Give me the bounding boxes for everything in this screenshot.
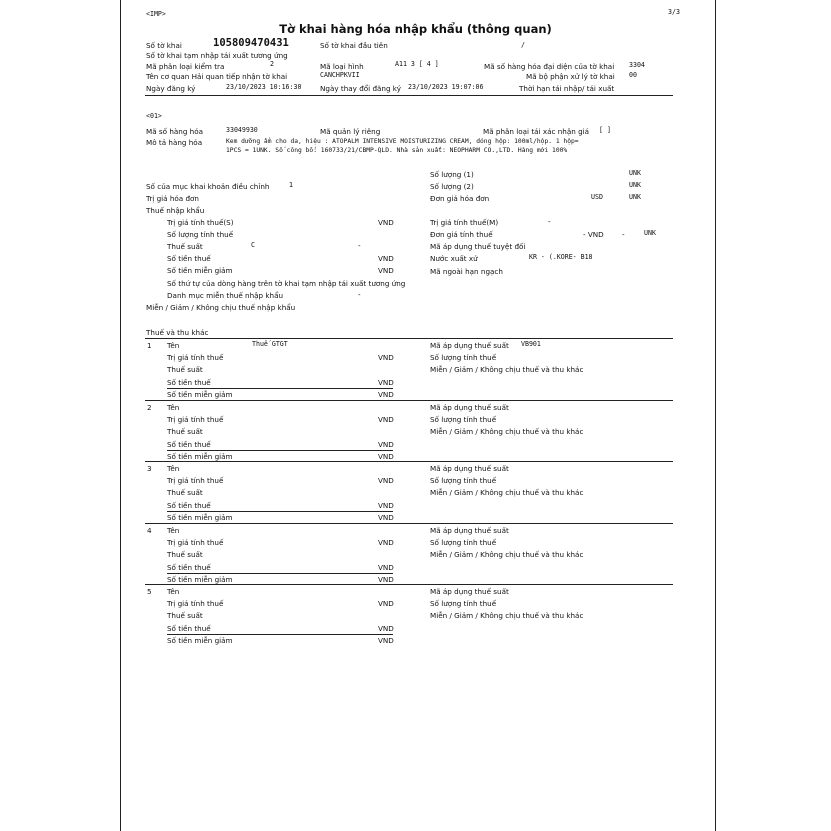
- tax-so-tien-mien-giam-currency: VND: [378, 390, 394, 399]
- don-gia-tinh-thue-unit: UNK: [644, 229, 656, 237]
- tax-thue-suat-label: Thuế suất: [167, 549, 203, 559]
- tax-block-divider: [145, 461, 673, 462]
- tax-tri-gia-currency: VND: [378, 414, 394, 424]
- tax-row-number: 5: [147, 587, 152, 596]
- tax-so-luong-label: Số lượng tính thuế: [430, 414, 497, 424]
- tax-so-tien-thue-currency: VND: [378, 378, 394, 387]
- tax-so-tien-thue-currency: VND: [378, 439, 394, 449]
- tax-thue-suat-label: Thuế suất: [167, 365, 203, 374]
- so-luong-2-unit: UNK: [629, 181, 641, 189]
- so-tien-thue-label: Số tiền thuế: [167, 254, 211, 263]
- tax-so-tien-mien-giam-currency: VND: [378, 574, 394, 584]
- tax-so-tien-mien-giam-currency: VND: [378, 451, 394, 461]
- tax-tri-gia-label: Trị giá tính thuế: [167, 599, 224, 608]
- mien-giam-label: Miễn / Giảm / Không chịu thuế nhập khẩu: [146, 303, 296, 312]
- tax-so-tien-thue-label: Số tiền thuế: [167, 378, 211, 387]
- tax-name-label: Tên: [167, 464, 180, 473]
- tax-underline: [167, 450, 393, 451]
- tax-row-number: 1: [147, 341, 152, 350]
- tax-underline: [167, 511, 393, 512]
- tax-tri-gia-label: Trị giá tính thuế: [167, 414, 224, 424]
- ma-phan-loai-tai-xac-nhan-value: [ ]: [599, 126, 611, 134]
- so-to-khai-dau-tien-value: /: [521, 41, 525, 49]
- ma-so-hh-dai-dien-label: Mã số hàng hóa đại diện của tờ khai: [484, 62, 615, 71]
- tax-mien-giam-label: Miễn / Giảm / Không chịu thuế và thu khác: [430, 488, 584, 497]
- thue-suat-value: C: [251, 241, 255, 249]
- tax-block-divider: [145, 523, 673, 524]
- don-gia-tinh-thue-label: Đơn giá tính thuế: [430, 230, 493, 239]
- tax-thue-suat-label: Thuế suất: [167, 488, 203, 497]
- tri-gia-tinh-thue-s-currency: VND: [378, 218, 394, 227]
- so-tien-mien-giam-label: Số tiền miễn giảm: [167, 266, 233, 275]
- ten-co-quan-value: CANCHPKVII: [320, 71, 360, 79]
- tax-underline: [167, 388, 393, 389]
- so-muc-khai-value: 1: [289, 181, 293, 189]
- so-to-khai-value: 105809470431: [213, 37, 289, 49]
- page-right-edge: [715, 0, 716, 831]
- thue-suat-label: Thuế suất: [167, 242, 203, 251]
- tax-underline: [167, 634, 393, 635]
- tax-so-tien-thue-label: Số tiền thuế: [167, 501, 211, 510]
- ma-ap-dung-tuyet-doi-label: Mã áp dụng thuế tuyệt đối: [430, 242, 526, 251]
- tax-tri-gia-currency: VND: [378, 476, 394, 485]
- tax-mien-giam-label: Miễn / Giảm / Không chịu thuế và thu khác: [430, 426, 584, 436]
- so-tien-thue-currency: VND: [378, 254, 394, 263]
- ma-phan-loai-kiem-tra-value: 2: [270, 60, 274, 68]
- so-to-khai-label: Số tờ khai: [146, 41, 182, 50]
- mo-ta-line-2: 1PCS = 1UNK. Số công bố: 160733/21/CBMP-QLD. Nhà sản xuất: NEOPHARM CO.,LTD. Hàng mới 100%: [226, 147, 568, 154]
- so-muc-khai-label: Số của mục khai khoản điều chỉnh: [146, 182, 270, 191]
- tax-ma-ap-dung-label: Mã áp dụng thuế suất: [430, 464, 509, 473]
- tax-ma-ap-dung-label: Mã áp dụng thuế suất: [430, 587, 509, 596]
- nuoc-xuat-xu-label: Nước xuất xứ: [430, 254, 478, 263]
- don-gia-hoa-don-label: Đơn giá hóa đơn: [430, 194, 490, 203]
- ma-so-hh-dai-dien-value: 3304: [629, 61, 645, 69]
- tax-row-number: 2: [147, 402, 152, 412]
- tri-gia-tinh-thue-s-label: Trị giá tính thuế(S): [167, 218, 234, 227]
- tax-name-label: Tên: [167, 525, 180, 535]
- tri-gia-tinh-thue-m-value: -: [548, 217, 551, 226]
- item-index: <01>: [146, 112, 162, 120]
- tax-so-tien-thue-currency: VND: [378, 501, 394, 510]
- ma-phan-loai-kiem-tra-label: Mã phân loại kiểm tra: [146, 62, 225, 71]
- tax-ma-ap-dung-label: Mã áp dụng thuế suất: [430, 525, 509, 535]
- tax-tri-gia-currency: VND: [378, 599, 394, 608]
- page-left-edge: [120, 0, 121, 831]
- thoi-han-label: Thời hạn tái nhập/ tái xuất: [519, 84, 615, 93]
- tax-mien-giam-label: Miễn / Giảm / Không chịu thuế và thu khác: [430, 365, 584, 374]
- ngay-thay-doi-value: 23/10/2023 19:07:06: [408, 83, 484, 91]
- ma-so-hang-hoa-value: 33049930: [226, 126, 258, 134]
- ma-ngoai-han-ngach-label: Mã ngoài hạn ngạch: [430, 267, 503, 276]
- thue-nhap-khau-label: Thuế nhập khẩu: [146, 206, 205, 215]
- so-luong-1-label: Số lượng (1): [430, 170, 474, 179]
- so-luong-tinh-thue-label: Số lượng tính thuế: [167, 230, 234, 239]
- mo-ta-label: Mô tả hàng hóa: [146, 138, 203, 147]
- tax-tri-gia-label: Trị giá tính thuế: [167, 476, 224, 485]
- tax-tri-gia-label: Trị giá tính thuế: [167, 537, 224, 547]
- tax-so-tien-mien-giam-currency: VND: [378, 513, 394, 522]
- tax-so-tien-thue-currency: VND: [378, 562, 394, 572]
- don-gia-tinh-thue-dash: -: [622, 230, 625, 239]
- ma-bo-phan-label: Mã bộ phận xử lý tờ khai: [526, 72, 615, 81]
- page-number: 3/3: [668, 8, 680, 16]
- header-divider: [145, 95, 673, 96]
- tax-so-luong-label: Số lượng tính thuế: [430, 353, 497, 362]
- tax-so-tien-thue-label: Số tiền thuế: [167, 562, 211, 572]
- imp-marker: <IMP>: [146, 10, 166, 18]
- tax-tri-gia-currency: VND: [378, 353, 394, 362]
- tax-so-tien-mien-giam-label: Số tiền miễn giảm: [167, 513, 233, 522]
- don-gia-tinh-thue-currency: - VND: [583, 230, 604, 239]
- so-to-khai-tam-nhap-label: Số tờ khai tạm nhập tái xuất tương ứng: [146, 51, 288, 60]
- tax-so-tien-thue-label: Số tiền thuế: [167, 624, 211, 633]
- document-title: Tờ khai hàng hóa nhập khẩu (thông quan): [279, 22, 552, 36]
- tax-so-tien-mien-giam-label: Số tiền miễn giảm: [167, 636, 233, 645]
- don-gia-hoa-don-currency: USD: [591, 193, 603, 201]
- tax-so-luong-label: Số lượng tính thuế: [430, 599, 497, 608]
- tax-so-tien-mien-giam-label: Số tiền miễn giảm: [167, 390, 233, 399]
- ngay-dang-ky-value: 23/10/2023 10:16:30: [226, 83, 302, 91]
- tax-so-tien-mien-giam-label: Số tiền miễn giảm: [167, 574, 233, 584]
- ma-so-hang-hoa-label: Mã số hàng hóa: [146, 127, 204, 136]
- so-thu-tu-dong-label: Số thứ tự của dòng hàng trên tờ khai tạm nhập tái xuất tương ứng: [167, 279, 406, 288]
- tax-block-divider: [145, 584, 673, 585]
- tax-so-tien-mien-giam-label: Số tiền miễn giảm: [167, 451, 233, 461]
- tax-mien-giam-label: Miễn / Giảm / Không chịu thuế và thu khác: [430, 549, 584, 559]
- mo-ta-line-1: Kem dưỡng ẩm cho da, hiệu : ATOPALM INTENSIVE MOISTURIZING CREAM, dóng hộp: 100ml/hộp. 1 hộp=: [226, 138, 579, 145]
- so-tien-mien-giam-currency: VND: [378, 266, 394, 275]
- ma-loai-hinh-value: A11 3 [ 4 ]: [395, 60, 439, 68]
- so-to-khai-dau-tien-label: Số tờ khai đầu tiên: [320, 41, 388, 50]
- thue-suat-dash: -: [358, 241, 361, 250]
- tax-so-tien-thue-currency: VND: [378, 624, 394, 633]
- tax-tri-gia-label: Trị giá tính thuế: [167, 353, 224, 362]
- ngay-dang-ky-label: Ngày đăng ký: [146, 84, 196, 93]
- tax-name-label: Tên: [167, 587, 180, 596]
- tri-gia-hoa-don-label: Trị giá hóa đơn: [146, 194, 199, 203]
- tax-block-divider: [145, 400, 673, 401]
- ngay-thay-doi-label: Ngày thay đổi đăng ký: [320, 84, 401, 93]
- tax-thue-suat-label: Thuế suất: [167, 426, 203, 436]
- so-luong-2-label: Số lượng (2): [430, 182, 474, 191]
- tax-ma-ap-dung-value: VB901: [521, 340, 541, 348]
- tax-name-value: Thuế GTGT: [252, 340, 288, 348]
- tax-so-tien-mien-giam-currency: VND: [378, 636, 394, 645]
- tax-ma-ap-dung-label: Mã áp dụng thuế suất: [430, 402, 509, 412]
- tax-name-label: Tên: [167, 402, 180, 412]
- tax-block-divider: [145, 338, 673, 339]
- tax-row-number: 4: [147, 525, 152, 535]
- ma-quan-ly-rieng-label: Mã quản lý riêng: [320, 127, 381, 136]
- other-taxes-title: Thuế và thu khác: [146, 328, 209, 337]
- tax-thue-suat-label: Thuế suất: [167, 611, 203, 620]
- tri-gia-tinh-thue-m-label: Trị giá tính thuế(M): [430, 218, 499, 227]
- tax-tri-gia-currency: VND: [378, 537, 394, 547]
- tax-so-luong-label: Số lượng tính thuế: [430, 537, 497, 547]
- tax-mien-giam-label: Miễn / Giảm / Không chịu thuế và thu khác: [430, 611, 584, 620]
- don-gia-hoa-don-unit: UNK: [629, 193, 641, 201]
- tax-row-number: 3: [147, 464, 152, 473]
- ma-bo-phan-value: 00: [629, 71, 637, 79]
- nuoc-xuat-xu-value: KR - (.KORE- B18: [529, 253, 593, 261]
- tax-name-label: Tên: [167, 341, 180, 350]
- danh-muc-mien-thue-label: Danh mục miễn thuế nhập khẩu: [167, 291, 284, 300]
- so-luong-1-unit: UNK: [629, 169, 641, 177]
- ten-co-quan-label: Tên cơ quan Hải quan tiếp nhận tờ khai: [146, 72, 288, 81]
- ma-phan-loai-tai-xac-nhan-label: Mã phân loại tái xác nhận giá: [483, 127, 590, 136]
- danh-muc-mien-thue-dash: -: [358, 290, 361, 299]
- tax-so-tien-thue-label: Số tiền thuế: [167, 439, 211, 449]
- tax-so-luong-label: Số lượng tính thuế: [430, 476, 497, 485]
- tax-ma-ap-dung-label: Mã áp dụng thuế suất: [430, 341, 509, 350]
- ma-loai-hinh-label: Mã loại hình: [320, 62, 364, 71]
- tax-underline: [167, 573, 393, 574]
